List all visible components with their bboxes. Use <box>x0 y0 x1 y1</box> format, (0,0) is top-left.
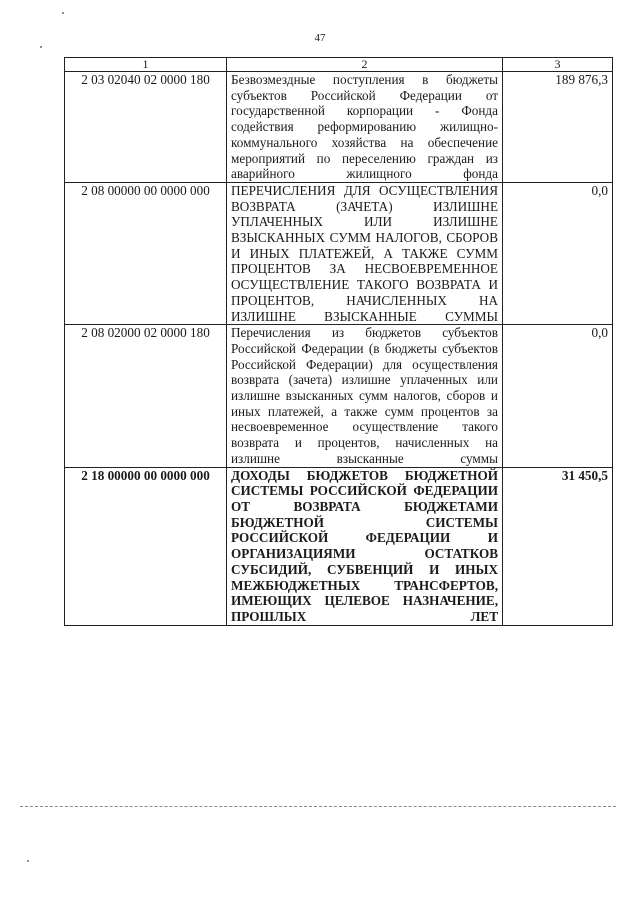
column-header-amount: 3 <box>503 58 613 72</box>
budget-item-name-cell: ДОХОДЫ БЮДЖЕТОВ БЮДЖЕТНОЙ СИСТЕМЫ РОССИЙСКОЙ ФЕДЕРАЦИИ ОТ ВОЗВРАТА БЮДЖЕТАМИ БЮДЖЕТНОЙ СИСТЕМЫ РОССИЙСКОЙ ФЕДЕРАЦИИ И ОРГАНИЗАЦИЯМИ ОСТАТКОВ СУБСИДИЙ, СУБВЕНЦИЙ И ИНЫХ МЕЖБЮДЖЕТНЫХ ТРАНСФЕРТОВ, ИМЕЮЩИХ ЦЕЛЕВОЕ НАЗНАЧЕНИЕ, ПРОШЛЫХ ЛЕТ <box>227 467 503 625</box>
amount-cell: 0,0 <box>503 182 613 324</box>
table-row-total <box>65 467 613 625</box>
page-number: 47 <box>314 32 326 44</box>
scan-dashed-line <box>20 806 616 807</box>
amount-cell: 189 876,3 <box>503 72 613 183</box>
amount-cell: 31 450,5 <box>503 467 613 625</box>
budget-item-name-cell: ПЕРЕЧИСЛЕНИЯ ДЛЯ ОСУЩЕСТВЛЕНИЯ ВОЗВРАТА (ЗАЧЕТА) ИЗЛИШНЕ УПЛАЧЕННЫХ ИЛИ ИЗЛИШНЕ ВЗЫСКАННЫХ СУММ НАЛОГОВ, СБОРОВ И ИНЫХ ПЛАТЕЖЕЙ, А ТАКЖЕ СУММ ПРОЦЕНТОВ ЗА НЕСВОЕВРЕМЕННОЕ ОСУЩЕСТВЛЕНИЕ ТАКОГО ВОЗВРАТА И ПРОЦЕНТОВ, НАЧИСЛЕННЫХ НА ИЗЛИШНЕ ВЗЫСКАННЫЕ СУММЫ <box>227 182 503 324</box>
budget-item-name-cell: Безвозмездные поступления в бюджеты субъектов Российской Федерации от государственной корпорации - Фонда содействия реформированию жилищно-коммунального хозяйства на обеспечение мероприятий по переселению граждан из аварийного жилищного фонда <box>227 72 503 183</box>
column-header-code: 1 <box>65 58 227 72</box>
budget-code-cell: 2 03 02040 02 0000 180 <box>65 72 227 183</box>
budget-code-cell: 2 08 00000 00 0000 000 <box>65 182 227 324</box>
budget-code-cell: 2 18 00000 00 0000 000 <box>65 467 227 625</box>
budget-table <box>64 57 613 626</box>
column-header-name: 2 <box>227 58 503 72</box>
scan-speck <box>62 12 64 14</box>
table-header-row <box>65 58 613 72</box>
amount-cell: 0,0 <box>503 325 613 467</box>
scan-speck <box>40 46 42 48</box>
table-row <box>65 72 613 183</box>
scan-speck <box>27 860 29 862</box>
budget-code-cell: 2 08 02000 02 0000 180 <box>65 325 227 467</box>
table-row <box>65 325 613 467</box>
table-row <box>65 182 613 324</box>
budget-item-name-cell: Перечисления из бюджетов субъектов Российской Федерации (в бюджеты субъектов Российской Федерации) для осуществления возврата (зачета) излишне уплаченных или излишне взысканных сумм налогов, сборов и иных платежей, а также сумм процентов за несвоевременное осуществление такого возврата и процентов, начисленных на излишне взысканные суммы <box>227 325 503 467</box>
